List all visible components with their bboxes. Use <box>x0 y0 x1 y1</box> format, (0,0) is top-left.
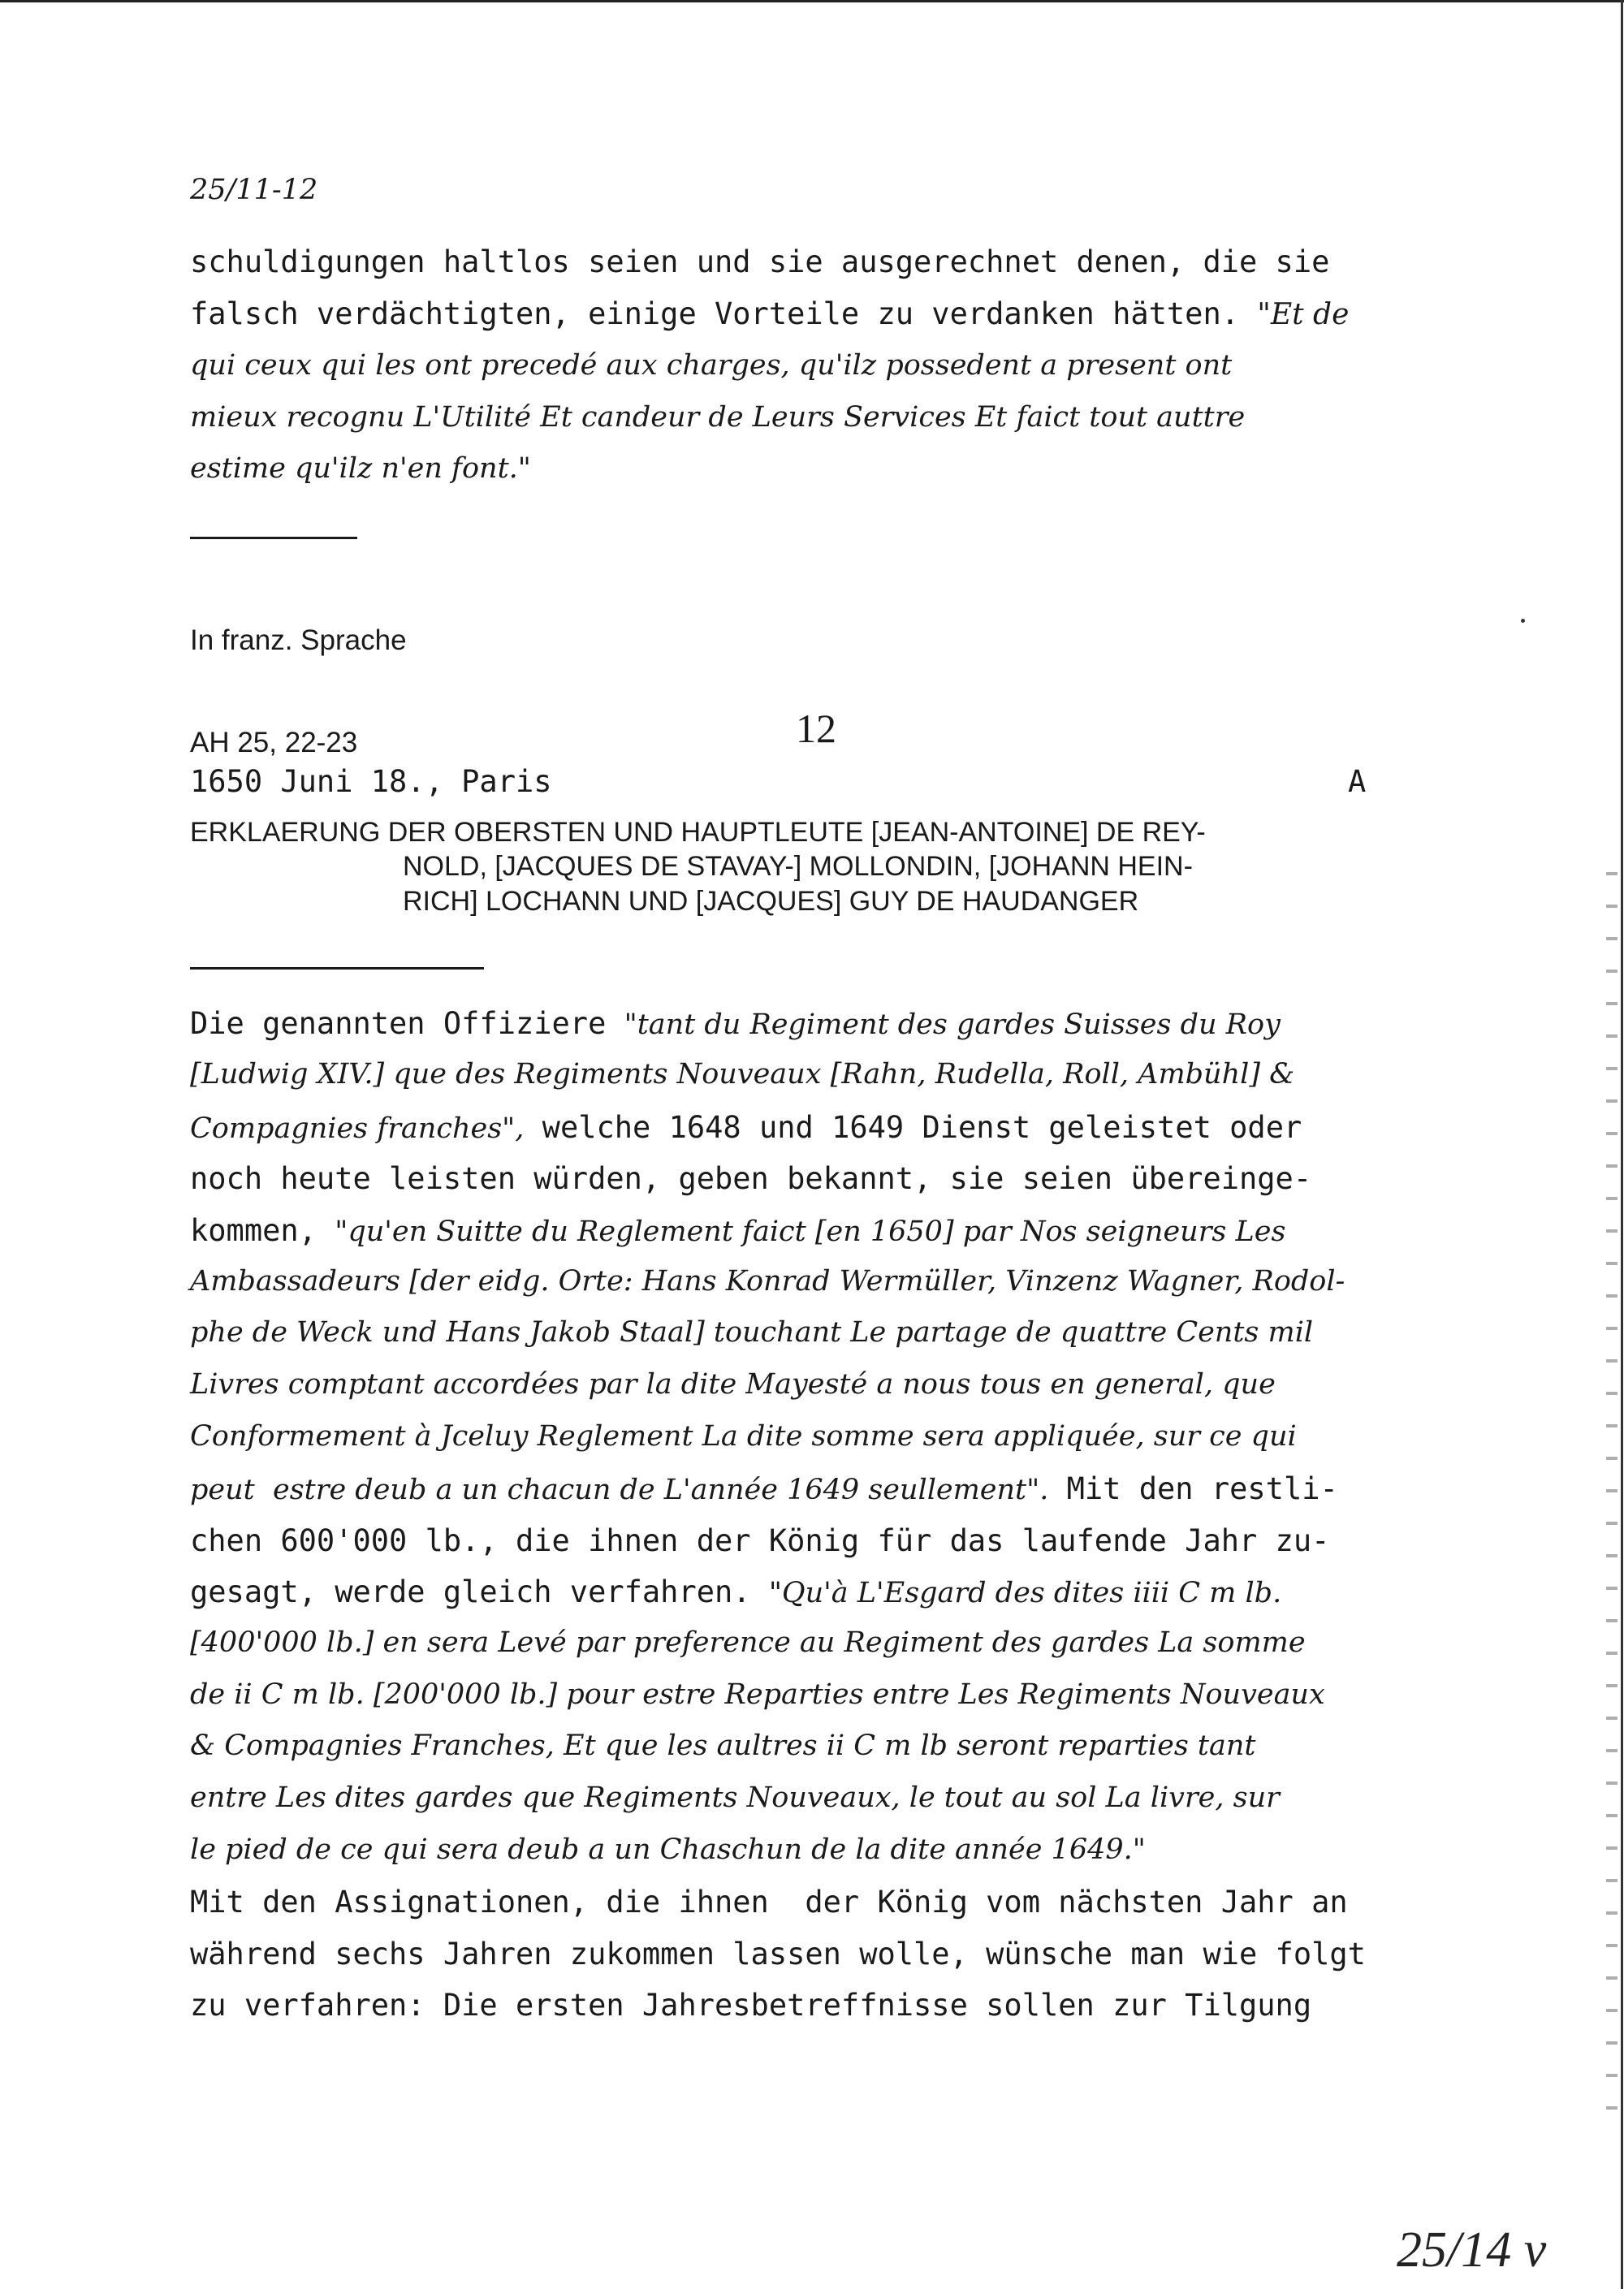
intro-line-5: estime qu'ilz n'en font." <box>190 452 531 485</box>
handwritten-folio-number: 25/14 v <box>1397 2222 1547 2278</box>
top-border-line <box>0 0 1624 2</box>
body-line-1-quote: "tant du Regiment des gardes Suisses du Roy <box>624 1008 1281 1041</box>
body-line-3-text: welche 1648 und 1649 Dienst geleistet oder <box>524 1110 1302 1145</box>
document-grade: A <box>1348 764 1367 799</box>
body-line-12-text: gesagt, werde gleich verfahren. <box>190 1574 769 1609</box>
document-number: 12 <box>796 706 836 751</box>
body-line-7: phe de Weck und Hans Jakob Staal] touchant Le partage de quattre Cents mil <box>190 1316 1314 1349</box>
note-separator-rule <box>190 537 357 539</box>
body-line-12-quote: "Qu'à L'Esgard des dites iiii C m lb. <box>768 1577 1282 1609</box>
body-line-2: [Ludwig XIV.] que des Regiments Nouveaux [Rahn, Rudella, Roll, Ambühl] & <box>190 1058 1295 1091</box>
body-line-9: Conformement à Jceluy Reglement La dite somme sera appliquée, sur ce qui <box>190 1420 1297 1453</box>
body-line-3 <box>190 1112 1302 1143</box>
intro-line-2 <box>190 296 1350 331</box>
body-line-4: noch heute leisten würden, geben bekannt, sie seien übereinge- <box>190 1161 1312 1196</box>
body-line-10 <box>190 1471 1338 1506</box>
body-line-15: & Compagnies Franches, Et que les aultres ii C m lb seront reparties tant <box>190 1730 1256 1762</box>
note-language: In franz. Sprache <box>190 624 407 656</box>
body-line-5-text: kommen, <box>190 1213 335 1248</box>
body-line-10-text: Mit den restli- <box>1048 1471 1338 1506</box>
intro-line-2-text: falsch verdächtigten, einige Vorteile zu verdanken hätten. <box>190 296 1258 331</box>
body-line-20: zu verfahren: Die ersten Jahresbetreffnisse sollen zur Tilgung <box>190 1988 1312 2023</box>
document-date-place: 1650 Juni 18., Paris <box>190 764 552 799</box>
body-line-1-text: Die genannten Offiziere <box>190 1006 624 1041</box>
right-border-line <box>1621 0 1623 2289</box>
source-note <box>190 555 407 794</box>
body-line-18: Mit den Assignationen, die ihnen der König vom nächsten Jahr an <box>190 1885 1348 1920</box>
intro-line-3: qui ceux qui les ont precedé aux charges, qu'ilz possedent a present ont <box>190 349 1233 382</box>
document-title-line-1: ERKLAERUNG DER OBERSTEN UND HAUPTLEUTE [JEAN-ANTOINE] DE REY- <box>190 817 1206 848</box>
page-reference: 25/11-12 <box>190 174 318 206</box>
body-line-8: Livres comptant accordées par la dite Mayesté a nous tous en general, que <box>190 1368 1276 1401</box>
intro-line-2-quote: "Et de <box>1257 298 1350 331</box>
scan-edge-marks <box>1606 861 1618 2127</box>
body-line-12 <box>190 1574 1282 1609</box>
intro-line-1: schuldigungen haltlos seien und sie ausgerechnet denen, die sie <box>190 244 1330 279</box>
body-line-13: [400'000 lb.] en sera Levé par preference au Regiment des gardes La somme <box>190 1626 1306 1659</box>
body-line-5 <box>190 1213 1286 1248</box>
document-title-line-3: RICH] LOCHANN UND [JACQUES] GUY DE HAUDANGER <box>403 886 1139 917</box>
intro-line-4: mieux recognu L'Utilité Et candeur de Leurs Services Et faict tout auttre <box>190 401 1246 434</box>
body-line-19: während sechs Jahren zukommen lassen wolle, wünsche man wie folgt <box>190 1937 1366 1972</box>
body-line-5-quote: "qu'en Suitte du Reglement faict [en 1650] par Nos seigneurs Les <box>335 1216 1286 1248</box>
note-archive-ref: AH 25, 22-23 <box>190 727 358 758</box>
body-line-17: le pied de ce qui sera deub a un Chaschun de la dite année 1649." <box>190 1833 1146 1866</box>
document-title-line-2: NOLD, [JACQUES DE STAVAY-] MOLLONDIN, [JOHANN HEIN- <box>403 851 1193 882</box>
scan-speck <box>1521 619 1525 623</box>
body-line-16: entre Les dites gardes que Regiments Nouveaux, le tout au sol La livre, sur <box>190 1782 1280 1814</box>
body-line-14: de ii C m lb. [200'000 lb.] pour estre Reparties entre Les Regiments Nouveaux <box>190 1678 1325 1711</box>
body-line-11: chen 600'000 lb., die ihnen der König für das laufende Jahr zu- <box>190 1523 1330 1558</box>
title-separator-rule <box>190 967 484 970</box>
body-line-6: Ambassadeurs [der eidg. Orte: Hans Konrad Wermüller, Vinzenz Wagner, Rodol- <box>190 1265 1345 1298</box>
body-line-3-quote: Compagnies franches", <box>190 1112 525 1145</box>
body-line-10-quote: peut estre deub a un chacun de L'année 1649 seullement". <box>190 1474 1049 1506</box>
body-line-1 <box>190 1008 1281 1039</box>
